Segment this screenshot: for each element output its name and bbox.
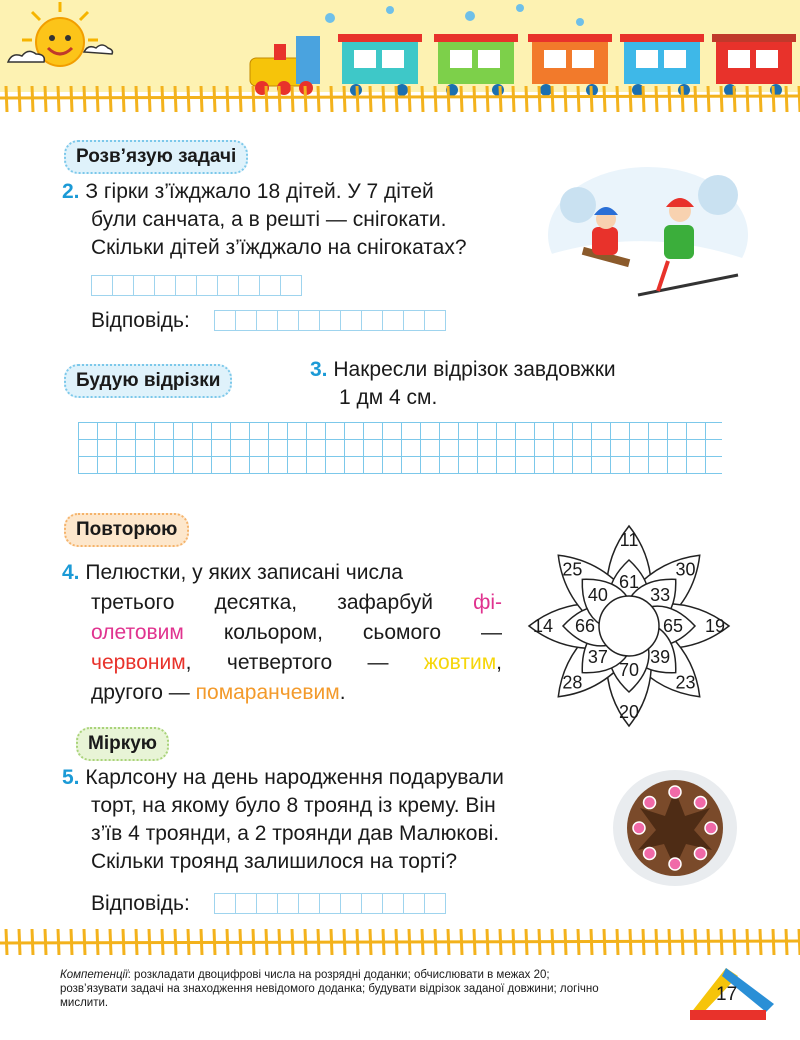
cake-image: [610, 768, 740, 888]
answer-boxes[interactable]: [214, 310, 445, 331]
page-number: 17: [716, 984, 738, 1005]
task-text: Пелюстки, у яких записані числа: [85, 561, 403, 584]
task-text: торт, на якому було 8 троянд із крему. Він: [91, 794, 496, 817]
task-text: з’їв 4 троянди, а 2 троянди дав Малюкові.: [91, 822, 500, 845]
task-text: .: [339, 681, 346, 704]
task-text: були санчата, а в решті — снігокати.: [91, 208, 447, 231]
task-number: 4.: [62, 561, 80, 584]
header-illustration: [0, 0, 800, 120]
cream-rose: [644, 847, 656, 859]
section-label-repeat: Повторюю: [64, 513, 189, 547]
violet-word: фі-: [473, 591, 503, 614]
cream-rose: [669, 858, 681, 870]
task-3: [310, 356, 740, 412]
task-text: ,: [496, 651, 502, 674]
outer-petal-number: 28: [562, 672, 583, 693]
answer-label: Відповідь:: [91, 892, 190, 915]
section-label-tasks: Розв’язую задачі: [64, 140, 248, 174]
outer-petal-number: 23: [675, 672, 696, 693]
answer-label: Відповідь:: [91, 309, 190, 332]
task-text: Карлсону на день народження подарували: [85, 766, 504, 789]
answer-line: [91, 307, 190, 335]
task-5: [62, 764, 612, 876]
inner-petal-number: 66: [574, 616, 596, 636]
outer-petal-number: 11: [619, 530, 639, 550]
orange-word: помаранчевим: [195, 681, 340, 704]
smoke-icon: [325, 4, 584, 26]
fence-bottom: [0, 925, 800, 955]
task-text: Скільки дітей з’їжджало на снігокатах?: [91, 236, 467, 259]
competence-text: : розкладати двоцифрові числа на розрядні доданки; обчислювати в межах 20; розв’язувати задачі на знаходження невідомого доданка; будувати відрізок заданої довжини; логічно мислити.: [60, 969, 599, 1009]
inner-petal-number: 33: [650, 584, 671, 605]
task-text: Накресли відрізок завдовжки: [333, 358, 616, 381]
task-text: З гірки з’їжджало 18 дітей. У 7 дітей: [85, 180, 434, 203]
outer-petal-number: 30: [675, 559, 696, 580]
cream-rose: [669, 786, 681, 798]
sledding-children-image: [548, 165, 748, 305]
cream-rose: [705, 822, 717, 834]
inner-petal-number: 39: [650, 647, 671, 668]
inner-petal-number: 40: [587, 584, 608, 605]
outer-petal-number: 19: [704, 616, 726, 636]
section-label-segments: Будую відрізки: [64, 364, 232, 398]
violet-word: олетовим: [91, 621, 184, 644]
task-number: 3.: [310, 358, 328, 381]
task-number: 5.: [62, 766, 80, 789]
task-text: 1 дм 4 см.: [339, 386, 438, 409]
red-word: червоним: [91, 651, 186, 674]
drawing-grid[interactable]: [78, 422, 722, 474]
expression-boxes[interactable]: [91, 275, 301, 296]
task-text: кольором, сьомого —: [223, 621, 502, 644]
answer-boxes[interactable]: [214, 893, 445, 914]
petal-flower[interactable]: [526, 518, 732, 728]
section-label-think: Міркую: [76, 727, 169, 761]
cream-rose: [694, 847, 706, 859]
fence-top: [0, 96, 800, 98]
outer-petal-number: 20: [618, 702, 640, 722]
inner-petal-number: 61: [618, 572, 640, 592]
cream-rose: [644, 797, 656, 809]
inner-petal-number: 70: [618, 660, 640, 680]
task-text: Скільки троянд залишилося на торті?: [91, 850, 458, 873]
task-text: другого —: [91, 681, 190, 704]
answer-line: [91, 890, 190, 918]
yellow-word: жовтим: [423, 651, 497, 674]
task-number: 2.: [62, 180, 80, 203]
outer-petal-number: 14: [532, 616, 554, 636]
task-text: , четвертого —: [185, 651, 389, 674]
outer-petal-number: 25: [562, 559, 583, 580]
cream-rose: [633, 822, 645, 834]
task-2: [62, 178, 540, 262]
cream-rose: [694, 797, 706, 809]
task-4: [62, 558, 502, 708]
inner-petal-number: 37: [587, 647, 608, 668]
task-text: третього десятка, зафарбуй: [91, 591, 433, 614]
competence-label: Компетенції: [60, 969, 128, 981]
competences-note: [60, 968, 620, 1010]
inner-petal-number: 65: [662, 616, 684, 636]
